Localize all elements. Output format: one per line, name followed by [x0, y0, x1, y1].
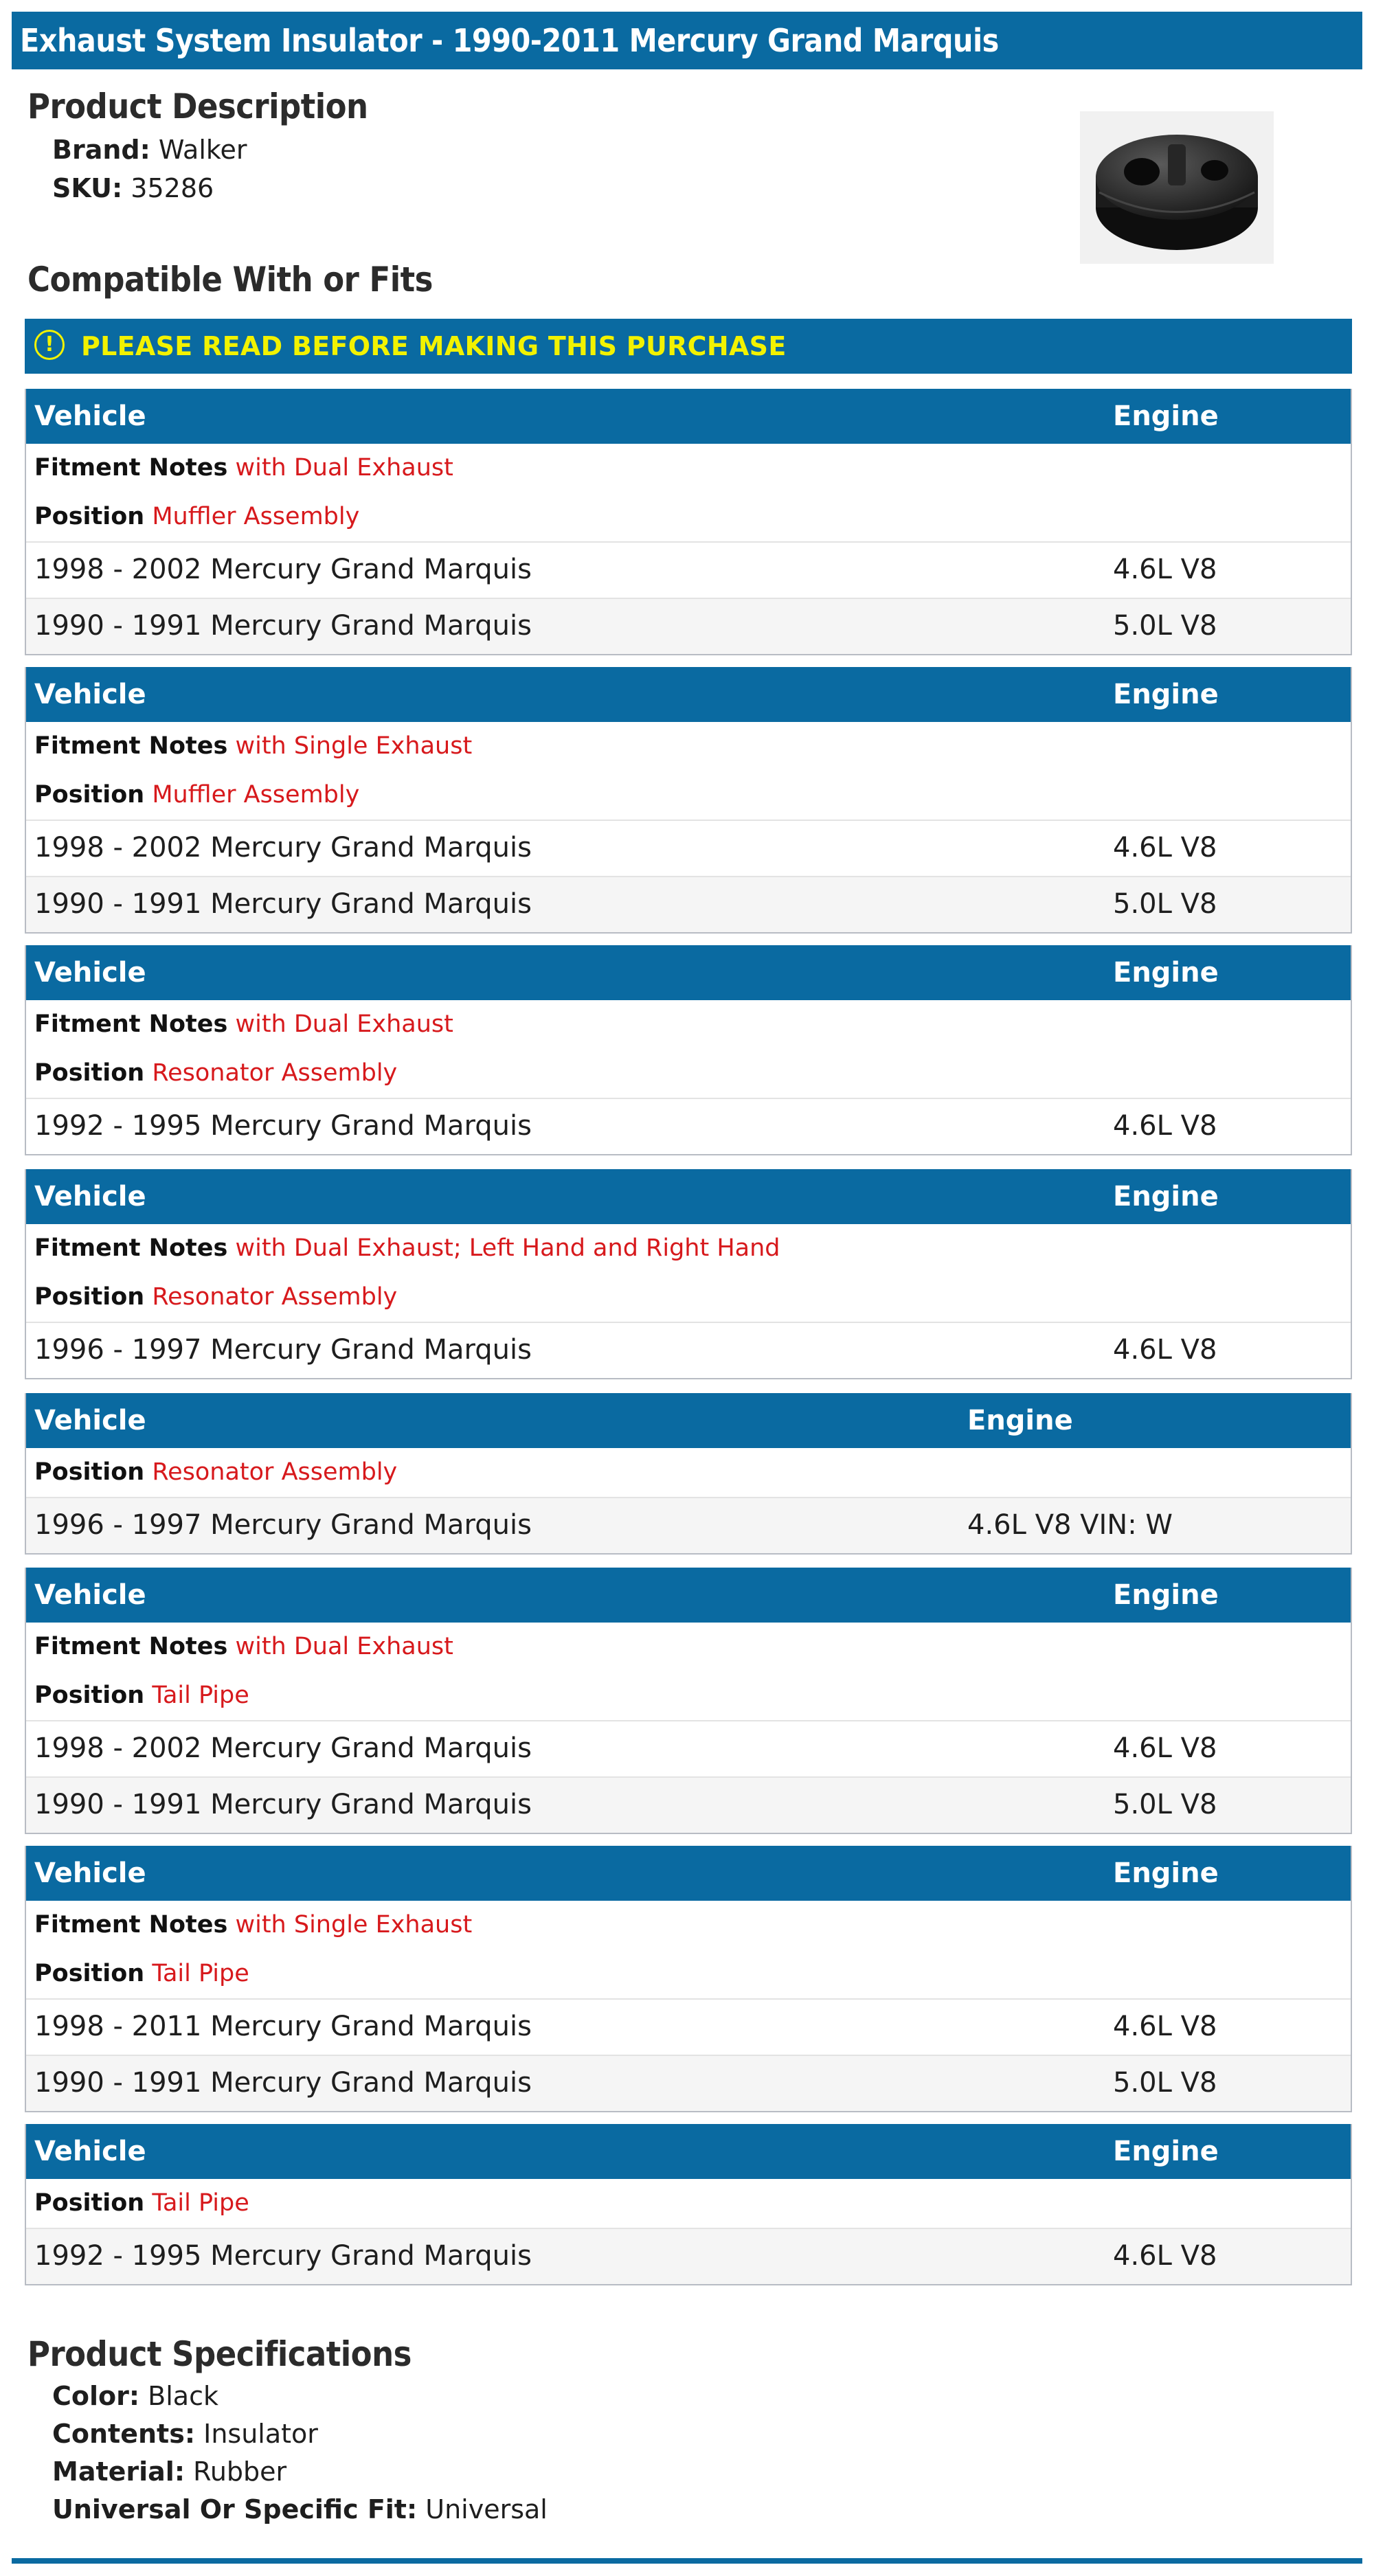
brand-label: Brand:	[52, 135, 150, 165]
table-row	[26, 598, 1351, 654]
fitment-note	[34, 1623, 453, 1671]
engine-cell: 5.0L V8	[1113, 1789, 1217, 1820]
table-row	[26, 876, 1351, 932]
fitment-table	[25, 1393, 1352, 1555]
engine-column-header: Engine	[967, 1405, 1073, 1436]
spec-line	[52, 2419, 318, 2449]
vehicle-cell: 1996 - 1997 Mercury Grand Marquis	[34, 1334, 532, 1366]
fitment-note	[34, 493, 359, 541]
table-header	[26, 389, 1351, 444]
spec-label: Universal Or Specific Fit:	[52, 2494, 418, 2524]
engine-column-header: Engine	[1113, 1579, 1219, 1611]
fitment-note	[34, 1901, 472, 1950]
engine-cell: 4.6L V8	[1113, 2011, 1217, 2042]
footer-divider	[12, 2558, 1362, 2564]
fitment-note-row	[26, 1623, 1351, 1671]
engine-cell: 5.0L V8	[1113, 2067, 1217, 2099]
spec-value: Rubber	[193, 2456, 287, 2487]
spec-value: Black	[148, 2381, 218, 2411]
fitment-table	[25, 2124, 1352, 2285]
spec-line	[52, 2456, 286, 2487]
fitment-note-row	[26, 1950, 1351, 1998]
note-value: with Single Exhaust	[235, 732, 473, 760]
table-row	[26, 1998, 1351, 2055]
spec-label: Material:	[52, 2456, 185, 2487]
note-value: Tail Pipe	[152, 1960, 249, 1987]
engine-column-header: Engine	[1113, 1181, 1219, 1212]
fitment-note-row	[26, 1224, 1351, 1273]
spec-line	[52, 2494, 548, 2524]
sku-label: SKU:	[52, 173, 123, 203]
fitment-note	[34, 1448, 397, 1497]
note-label: Fitment Notes	[34, 1911, 228, 1939]
spec-line	[52, 2381, 218, 2411]
vehicle-cell: 1992 - 1995 Mercury Grand Marquis	[34, 1110, 532, 1142]
vehicle-cell: 1998 - 2002 Mercury Grand Marquis	[34, 554, 532, 585]
vehicle-cell: 1998 - 2011 Mercury Grand Marquis	[34, 2011, 532, 2042]
note-label: Position	[34, 781, 145, 809]
engine-column-header: Engine	[1113, 957, 1219, 988]
table-header	[26, 2124, 1351, 2179]
purchase-notice-banner	[25, 319, 1352, 374]
vehicle-cell: 1990 - 1991 Mercury Grand Marquis	[34, 1789, 532, 1820]
engine-cell: 4.6L V8	[1113, 2240, 1217, 2272]
spec-value: Insulator	[203, 2419, 318, 2449]
note-value: with Dual Exhaust	[235, 1633, 453, 1660]
fitment-note-row	[26, 771, 1351, 820]
table-header	[26, 1393, 1351, 1448]
vehicle-column-header: Vehicle	[34, 1857, 146, 1889]
fitment-note-row	[26, 1901, 1351, 1950]
table-header	[26, 1846, 1351, 1901]
note-label: Position	[34, 1960, 145, 1987]
engine-cell: 5.0L V8	[1113, 888, 1217, 920]
vehicle-column-header: Vehicle	[34, 957, 146, 988]
note-label: Fitment Notes	[34, 454, 228, 482]
fitment-table	[25, 667, 1352, 934]
engine-cell: 4.6L V8 VIN: W	[967, 1509, 1173, 1541]
note-label: Position	[34, 2189, 145, 2217]
note-label: Position	[34, 1059, 145, 1087]
note-label: Fitment Notes	[34, 732, 228, 760]
note-value: with Dual Exhaust	[235, 1010, 453, 1038]
vehicle-column-header: Vehicle	[34, 1405, 146, 1436]
page-title: Exhaust System Insulator - 1990-2011 Mercury Grand Marquis	[12, 12, 1362, 69]
table-header	[26, 1169, 1351, 1224]
note-value: Muffler Assembly	[152, 781, 360, 809]
fitment-note-row	[26, 722, 1351, 771]
fitment-table	[25, 1568, 1352, 1834]
table-row	[26, 1322, 1351, 1378]
vehicle-cell: 1990 - 1991 Mercury Grand Marquis	[34, 610, 532, 642]
fitment-note	[34, 2179, 249, 2228]
note-label: Position	[34, 1283, 145, 1311]
note-label: Fitment Notes	[34, 1234, 228, 1262]
brand-line	[52, 135, 247, 165]
engine-column-header: Engine	[1113, 1857, 1219, 1889]
vehicle-cell: 1990 - 1991 Mercury Grand Marquis	[34, 888, 532, 920]
engine-column-header: Engine	[1113, 400, 1219, 432]
engine-column-header: Engine	[1113, 2136, 1219, 2167]
vehicle-cell: 1992 - 1995 Mercury Grand Marquis	[34, 2240, 532, 2272]
table-row	[26, 820, 1351, 876]
fitment-note-row	[26, 1448, 1351, 1497]
fitment-note	[34, 722, 472, 771]
table-row	[26, 2228, 1351, 2284]
vehicle-cell: 1998 - 2002 Mercury Grand Marquis	[34, 832, 532, 863]
sku-value: 35286	[131, 173, 214, 203]
fitment-note	[34, 1273, 397, 1322]
engine-cell: 4.6L V8	[1113, 554, 1217, 585]
sku-line	[52, 173, 214, 203]
fitment-note-row	[26, 1000, 1351, 1049]
fitment-note	[34, 771, 359, 820]
engine-cell: 5.0L V8	[1113, 610, 1217, 642]
fitment-table	[25, 945, 1352, 1155]
spec-label: Contents:	[52, 2419, 196, 2449]
vehicle-column-header: Vehicle	[34, 679, 146, 710]
note-label: Position	[34, 503, 145, 530]
note-value: Resonator Assembly	[152, 1283, 398, 1311]
vehicle-cell: 1998 - 2002 Mercury Grand Marquis	[34, 1732, 532, 1764]
table-row	[26, 1720, 1351, 1776]
note-value: Tail Pipe	[152, 1682, 249, 1709]
table-row	[26, 1497, 1351, 1553]
fitment-table	[25, 1169, 1352, 1379]
fitment-note	[34, 1224, 780, 1273]
engine-cell: 4.6L V8	[1113, 1110, 1217, 1142]
fitment-note-row	[26, 1273, 1351, 1322]
fitment-note-row	[26, 444, 1351, 493]
engine-column-header: Engine	[1113, 679, 1219, 710]
fitment-note	[34, 1000, 453, 1049]
compatible-heading: Compatible With or Fits	[27, 260, 433, 300]
vehicle-column-header: Vehicle	[34, 400, 146, 432]
fitment-note	[34, 444, 453, 493]
product-image	[1080, 111, 1274, 264]
fitment-note-row	[26, 493, 1351, 541]
fitment-note-row	[26, 2179, 1351, 2228]
note-value: Resonator Assembly	[152, 1458, 398, 1486]
fitment-table	[25, 1846, 1352, 2112]
note-label: Fitment Notes	[34, 1010, 228, 1038]
fitment-note	[34, 1950, 249, 1998]
note-label: Position	[34, 1458, 145, 1486]
table-row	[26, 1098, 1351, 1154]
note-value: Resonator Assembly	[152, 1059, 398, 1087]
brand-value: Walker	[158, 135, 247, 165]
fitment-note-row	[26, 1671, 1351, 1720]
note-value: Muffler Assembly	[152, 503, 360, 530]
note-value: Tail Pipe	[152, 2189, 249, 2217]
exclamation-circle-icon: !	[34, 330, 65, 360]
note-value: with Single Exhaust	[235, 1911, 473, 1939]
fitment-note-row	[26, 1049, 1351, 1098]
table-header	[26, 667, 1351, 722]
engine-cell: 4.6L V8	[1113, 832, 1217, 863]
note-label: Position	[34, 1682, 145, 1709]
note-value: with Dual Exhaust	[235, 454, 453, 482]
fitment-note	[34, 1049, 397, 1098]
table-row	[26, 541, 1351, 598]
table-header	[26, 1568, 1351, 1623]
note-value: with Dual Exhaust; Left Hand and Right Hand	[235, 1234, 780, 1262]
table-row	[26, 2055, 1351, 2111]
engine-cell: 4.6L V8	[1113, 1732, 1217, 1764]
table-row	[26, 1776, 1351, 1833]
spec-label: Color:	[52, 2381, 140, 2411]
vehicle-column-header: Vehicle	[34, 2136, 146, 2167]
notice-text: PLEASE READ BEFORE MAKING THIS PURCHASE	[81, 331, 787, 361]
product-specifications-heading: Product Specifications	[27, 2334, 412, 2374]
product-description-heading: Product Description	[27, 87, 368, 126]
vehicle-cell: 1996 - 1997 Mercury Grand Marquis	[34, 1509, 532, 1541]
engine-cell: 4.6L V8	[1113, 1334, 1217, 1366]
vehicle-column-header: Vehicle	[34, 1181, 146, 1212]
vehicle-cell: 1990 - 1991 Mercury Grand Marquis	[34, 2067, 532, 2099]
fitment-table	[25, 389, 1352, 655]
note-label: Fitment Notes	[34, 1633, 228, 1660]
table-header	[26, 945, 1351, 1000]
vehicle-column-header: Vehicle	[34, 1579, 146, 1611]
spec-value: Universal	[425, 2494, 548, 2524]
fitment-note	[34, 1671, 249, 1720]
